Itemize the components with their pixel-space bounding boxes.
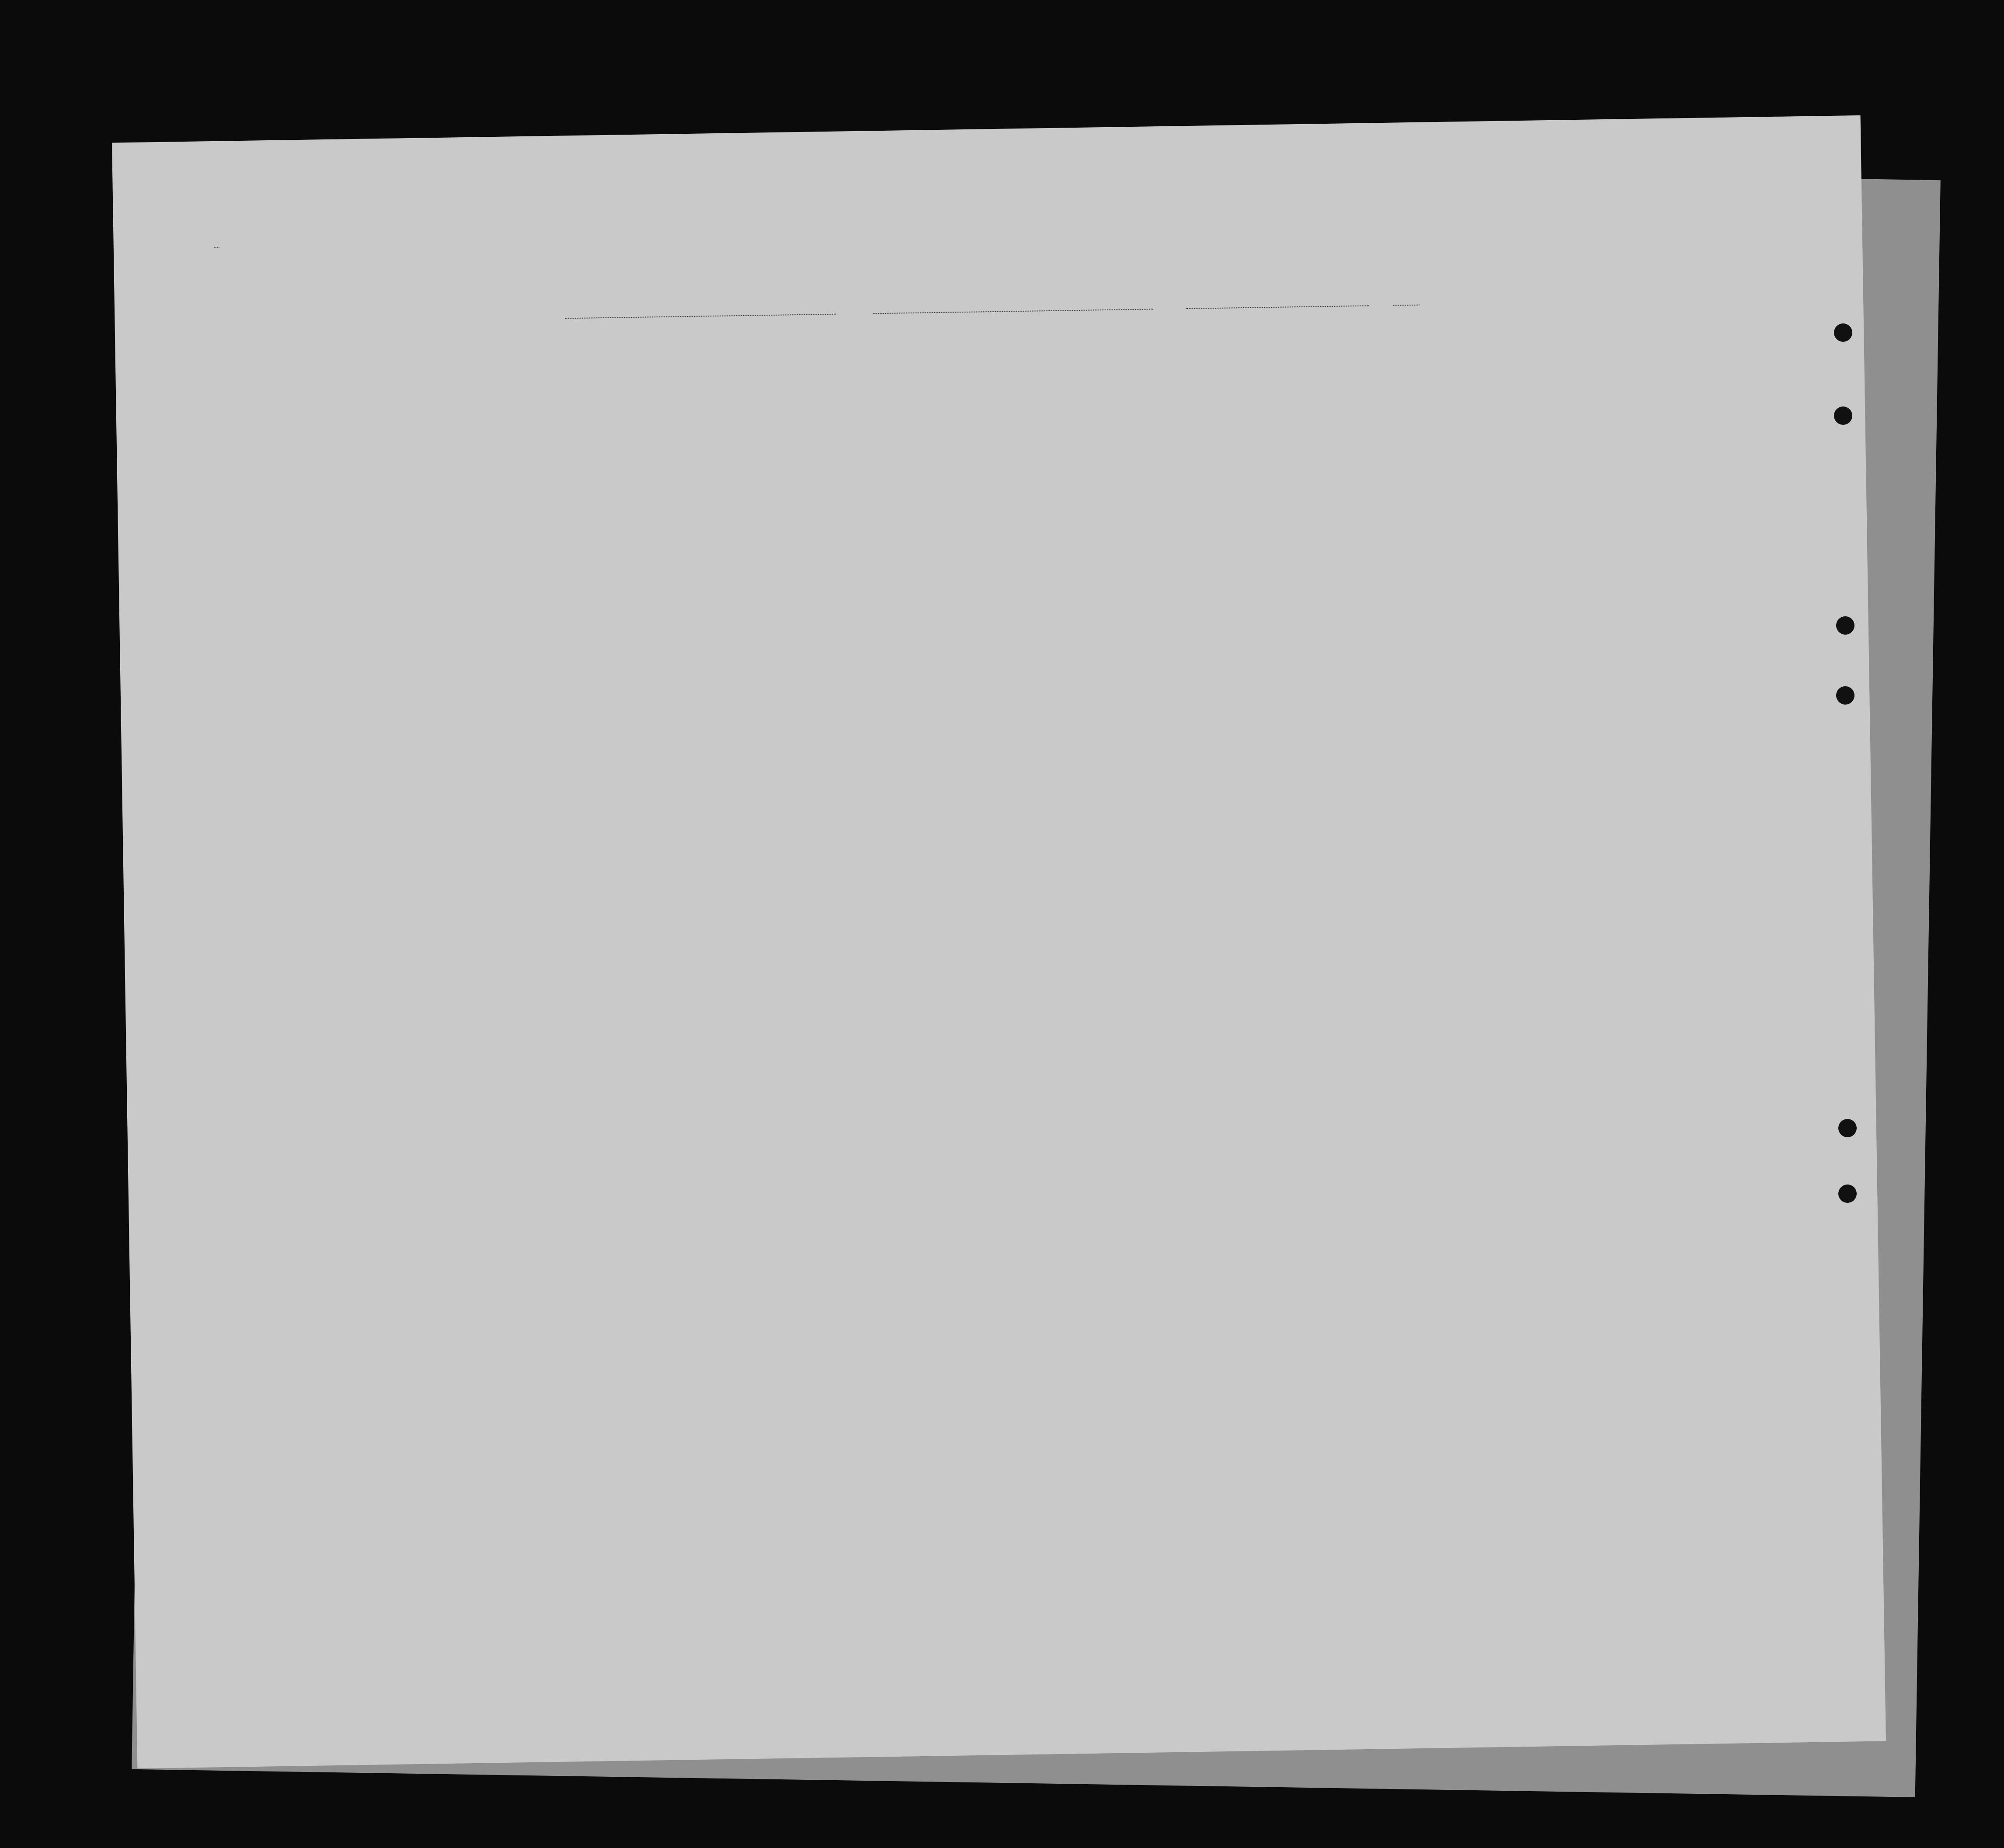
binder-hole [1834,323,1852,342]
binder-hole [1838,1185,1857,1203]
binder-hole [1838,1119,1857,1137]
manifest-sheet [112,115,1886,1768]
header-married [658,379,685,466]
binder-hole [1834,406,1852,425]
binder-hole [1836,686,1854,705]
binder-hole [1836,616,1854,635]
table-grid [112,115,1886,1768]
